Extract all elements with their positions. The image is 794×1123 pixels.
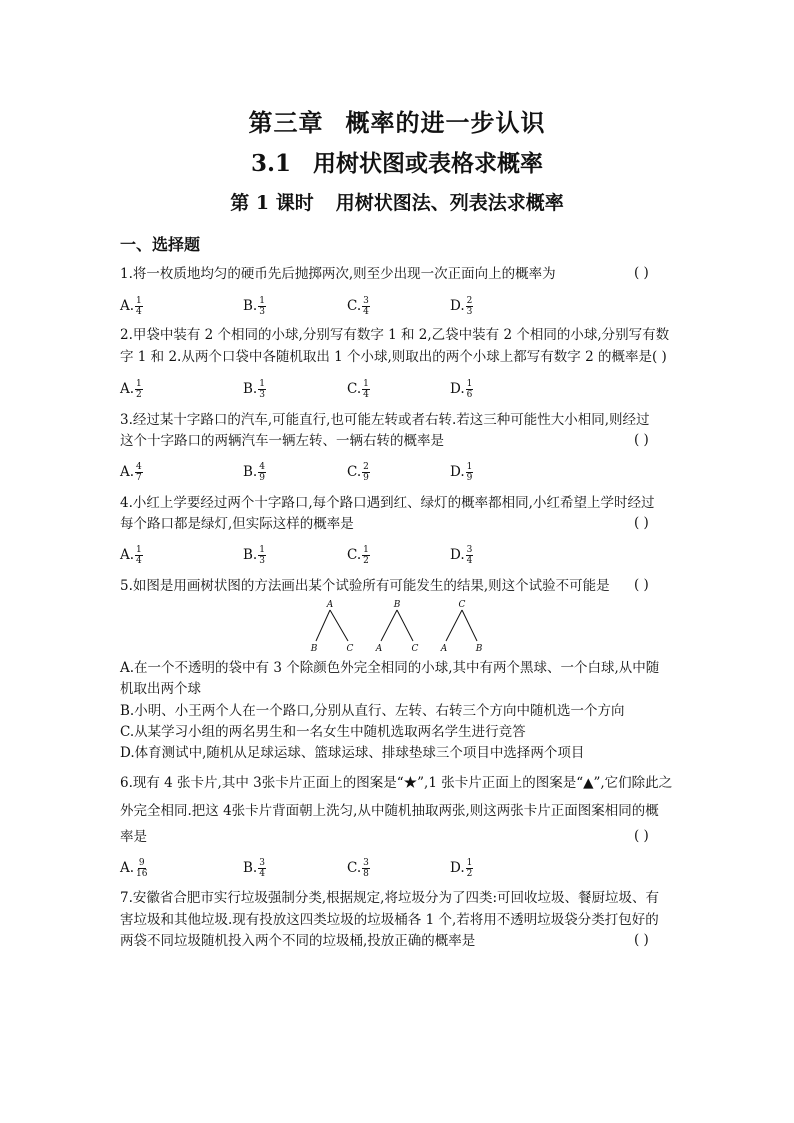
tree-b-left-leaf: A xyxy=(375,644,383,654)
tree-b-root: B xyxy=(393,600,401,610)
question-2-option-b: B. $\frac{1}{3}$ xyxy=(243,378,265,400)
question-4-line-2: 每个路口都是绿灯,但实际这样的概率是 xyxy=(120,516,354,532)
question-6-option-a: A. $\frac{9}{16}$ xyxy=(120,857,148,879)
question-2-line-2: 字 1 和 2.从两个口袋中各随机取出 1 个小球,则取出的两个小球上都写有数字 2 的概率是( ) xyxy=(120,349,667,365)
question-1-answer-blank: ( ) xyxy=(634,265,649,281)
question-4-answer-blank: ( ) xyxy=(634,515,649,531)
question-2-option-c: C. $\frac{1}{4}$ xyxy=(347,378,369,400)
question-7-line-1: 7.安徽省合肥市实行垃圾强制分类,根据规定,将垃圾分为了四类:可回收垃圾、餐厨垃圾、有 xyxy=(120,890,660,906)
question-3-options xyxy=(120,458,680,486)
question-7-line-3: 两袋不同垃圾随机投入两个不同的垃圾桶,投放正确的概率是 xyxy=(120,933,476,949)
tree-a xyxy=(310,600,354,654)
section-number: 3.1 xyxy=(250,150,291,177)
chapter-number: 第三章 xyxy=(248,108,324,137)
question-3-option-b: B. $\frac{4}{9}$ xyxy=(243,461,265,483)
tree-a-right-leaf: C xyxy=(346,644,354,654)
chapter-title: 概率的进一步认识 xyxy=(345,108,546,137)
question-6-option-d: D. $\frac{1}{2}$ xyxy=(450,857,473,879)
question-5-choice-a-line-2: 机取出两个球 xyxy=(120,681,201,697)
question-4-options xyxy=(120,541,680,569)
tree-a-root: A xyxy=(326,600,334,610)
tree-a-left-branch xyxy=(316,610,330,641)
section-heading xyxy=(0,145,794,178)
question-5-choice-a-line-1: A.在一个不透明的袋中有 3 个除颜色外完全相同的小球,其中有两个黑球、一个白球,从中随 xyxy=(120,660,660,676)
question-1-options xyxy=(120,292,680,320)
question-5-choice-c: C.从某学习小组的两名男生和一名女生中随机选取两名学生进行竞答 xyxy=(120,724,526,740)
question-2-option-d: D. $\frac{1}{6}$ xyxy=(450,378,473,400)
lesson-number: 第 1 课时 xyxy=(230,192,314,214)
question-6-option-c: C. $\frac{3}{8}$ xyxy=(347,857,369,879)
question-3-line-1: 3.经过某十字路口的汽车,可能直行,也可能左转或者右转.若这三种可能性大小相同,则经过 xyxy=(120,412,650,428)
question-3-answer-blank: ( ) xyxy=(634,432,649,448)
question-4-option-a: A. $\frac{1}{4}$ xyxy=(120,544,142,566)
tree-diagram xyxy=(300,598,500,654)
question-4-option-b: B. $\frac{1}{3}$ xyxy=(243,544,265,566)
question-4-option-d: D. $\frac{3}{4}$ xyxy=(450,544,473,566)
tree-a-right-branch xyxy=(330,610,348,641)
question-5-choice-b: B.小明、小王两个人在一个路口,分别从直行、左转、右转三个方向中随机选一个方向 xyxy=(120,703,625,719)
question-1-line-1: 1.将一枚质地均匀的硬币先后抛掷两次,则至少出现一次正面向上的概率为 xyxy=(120,266,556,282)
chapter-heading xyxy=(0,103,794,138)
tree-c-left-branch xyxy=(446,610,462,641)
question-3-line-2: 这个十字路口的两辆汽车一辆左转、一辆右转的概率是 xyxy=(120,433,444,449)
question-3-option-d: D. $\frac{1}{9}$ xyxy=(450,461,473,483)
tree-b xyxy=(375,600,419,654)
tree-b-right-leaf: C xyxy=(411,644,419,654)
question-1-option-d: D. $\frac{2}{3}$ xyxy=(450,295,473,317)
question-7-line-2: 害垃圾和其他垃圾.现有投放这四类垃圾的垃圾桶各 1 个,若将用不透明垃圾袋分类打包好的 xyxy=(120,912,659,928)
question-3-option-a: A. $\frac{4}{7}$ xyxy=(120,461,142,483)
question-6-options xyxy=(120,854,680,882)
question-2-options xyxy=(120,375,680,403)
question-6-option-b: B. $\frac{3}{4}$ xyxy=(243,857,265,879)
lesson-heading xyxy=(0,188,794,215)
tree-c-root: C xyxy=(458,600,466,610)
tree-c-left-leaf: A xyxy=(440,644,448,654)
question-4-option-c: C. $\frac{1}{2}$ xyxy=(347,544,369,566)
question-5-line-1: 5.如图是用画树状图的方法画出某个试验所有可能发生的结果,则这个试验不可能是 xyxy=(120,578,610,594)
tree-c-right-leaf: B xyxy=(475,644,483,654)
tree-a-left-leaf: B xyxy=(310,644,318,654)
question-2-line-1: 2.甲袋中装有 2 个相同的小球,分别写有数字 1 和 2,乙袋中装有 2 个相同的小球,分别写有数 xyxy=(120,327,670,343)
tree-b-right-branch xyxy=(397,610,413,641)
question-6-line-3: 率是 xyxy=(120,829,147,845)
question-6-answer-blank: ( ) xyxy=(634,828,649,844)
question-2-option-a: A. $\frac{1}{2}$ xyxy=(120,378,142,400)
question-1-option-c: C. $\frac{3}{4}$ xyxy=(347,295,369,317)
part-title: 一、选择题 xyxy=(120,235,201,254)
question-5-choice-d: D.体育测试中,随机从足球运球、篮球运球、排球垫球三个项目中选择两个项目 xyxy=(120,745,585,761)
question-6-line-2: 外完全相同.把这 4张卡片背面朝上洗匀,从中随机抽取两张,则这两张卡片正面图案相同的概 xyxy=(120,803,659,819)
tree-b-left-branch xyxy=(381,610,397,641)
question-6-line-1: 6.现有 4 张卡片,其中 3张卡片正面上的图案是“★”,1 张卡片正面上的图案是“▲”,它们除此之 xyxy=(120,775,673,791)
question-4-line-1: 4.小红上学要经过两个十字路口,每个路口遇到红、绿灯的概率都相同,小红希望上学时经过 xyxy=(120,495,655,511)
question-5-answer-blank: ( ) xyxy=(634,577,649,593)
lesson-title: 用树状图法、列表法求概率 xyxy=(335,192,564,214)
tree-c xyxy=(440,600,483,654)
tree-c-right-branch xyxy=(462,610,477,641)
section-title: 用树状图或表格求概率 xyxy=(313,150,543,177)
question-1-option-b: B. $\frac{1}{3}$ xyxy=(243,295,265,317)
question-3-option-c: C. $\frac{2}{9}$ xyxy=(347,461,369,483)
question-7-answer-blank: ( ) xyxy=(634,932,649,948)
question-1-option-a: A. $\frac{1}{4}$ xyxy=(120,295,142,317)
